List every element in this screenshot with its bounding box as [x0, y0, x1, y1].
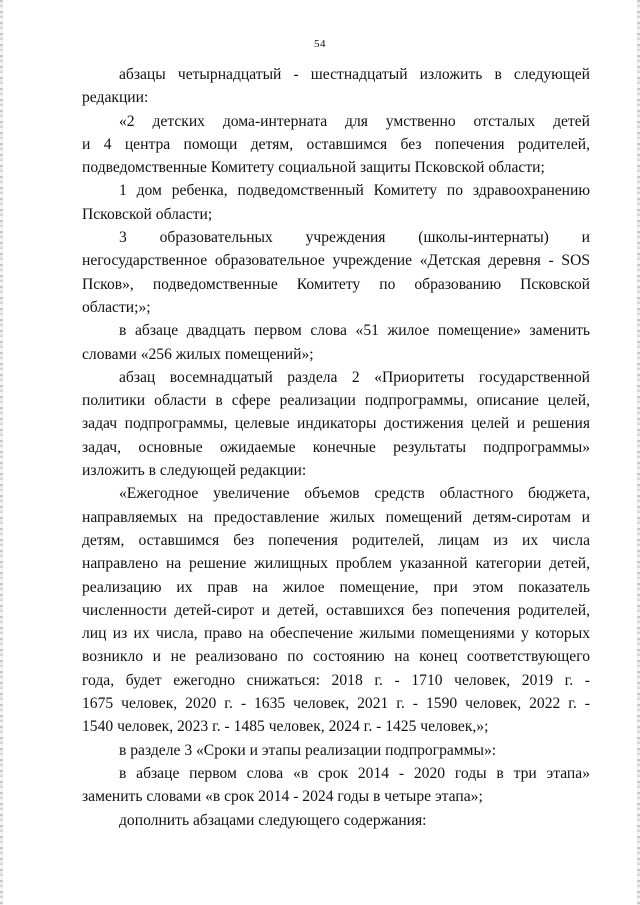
text-line: подведомственные Комитету социальной защиты Псковской области; — [82, 159, 545, 177]
paragraph — [82, 762, 590, 809]
paragraph — [82, 179, 590, 226]
document-body — [82, 63, 590, 832]
text-line: изложить в следующей редакции: — [82, 462, 307, 480]
text-line: года, будет ежегодно снижаться: 2018 г. - 1710 человек, 2019 г. - — [82, 671, 590, 689]
paragraph — [82, 63, 590, 110]
text-line: в разделе 3 «Сроки и этапы реализации подпрограммы»: — [119, 741, 497, 759]
text-line: задач подпрограммы, целевые индикаторы достижения целей и решения — [82, 415, 590, 433]
text-line: детям, оставшимся без попечения родителей, лицам из их числа — [82, 531, 590, 549]
text-line: реализацию их прав на жилое помещение, при этом показатель — [82, 578, 590, 596]
text-line: и 4 центра помощи детям, оставшимся без попечения родителей, — [82, 135, 590, 153]
text-line: «2 детских дома-интерната для умственно отсталых детей — [119, 112, 590, 130]
text-line: направлено на решение жилищных проблем указанной категории детей, — [82, 555, 590, 573]
text-line: в абзаце двадцать первом слова «51 жилое помещение» заменить — [119, 322, 590, 340]
text-line: области;»; — [82, 298, 151, 316]
scan-edge-left — [0, 0, 3, 905]
paragraph — [82, 226, 590, 319]
text-line: редакции: — [82, 89, 149, 107]
paragraph — [82, 110, 590, 180]
text-line: задач, основные ожидаемые конечные результаты подпрограммы» — [82, 438, 590, 456]
text-line: в абзаце первом слова «в срок 2014 - 2020 годы в три этапа» — [119, 764, 590, 782]
text-line: абзац восемнадцатый раздела 2 «Приоритеты государственной — [119, 368, 590, 386]
text-line: дополнить абзацами следующего содержания: — [119, 811, 427, 829]
text-line: Псков», подведомственные Комитету по образованию Псковской — [82, 275, 590, 293]
text-line: абзацы четырнадцатый - шестнадцатый изложить в следующей — [119, 66, 590, 83]
paragraph — [82, 809, 590, 832]
text-line: политики области в сфере реализации подпрограммы, описание целей, — [82, 392, 590, 410]
text-line: возникло и не реализовано по состоянию на конец соответствующего — [82, 648, 590, 666]
paragraph — [82, 739, 590, 762]
text-line: лиц из их числа, право на обеспечение жилыми помещениями у которых — [82, 625, 590, 643]
paragraph — [82, 319, 590, 366]
text-line: словами «256 жилых помещений»; — [82, 345, 314, 363]
text-line: 1540 человек, 2023 г. - 1485 человек, 2024 г. - 1425 человек,»; — [82, 718, 489, 736]
text-line: «Ежегодное увеличение объемов средств областного бюджета, — [119, 485, 590, 503]
text-line: 3 образовательных учреждения (школы-интернаты) и — [119, 229, 590, 247]
paragraph — [82, 482, 590, 738]
paragraph — [82, 366, 590, 482]
page-number: 54 — [314, 38, 326, 50]
text-line: 1675 человек, 2020 г. - 1635 человек, 2021 г. - 1590 человек, 2022 г. - — [82, 695, 590, 713]
text-line: численности детей-сирот и детей, оставшихся без попечения родителей, — [82, 601, 590, 619]
text-line: 1 дом ребенка, подведомственный Комитету по здравоохранению — [119, 182, 590, 200]
text-line: Псковской области; — [82, 205, 213, 223]
text-line: негосударственное образовательное учреждение «Детская деревня - SOS — [82, 252, 590, 270]
text-line: направляемых на предоставление жилых помещений детям-сиротам и — [82, 508, 590, 526]
text-line: заменить словами «в срок 2014 - 2024 годы в четыре этапа»; — [82, 788, 483, 806]
